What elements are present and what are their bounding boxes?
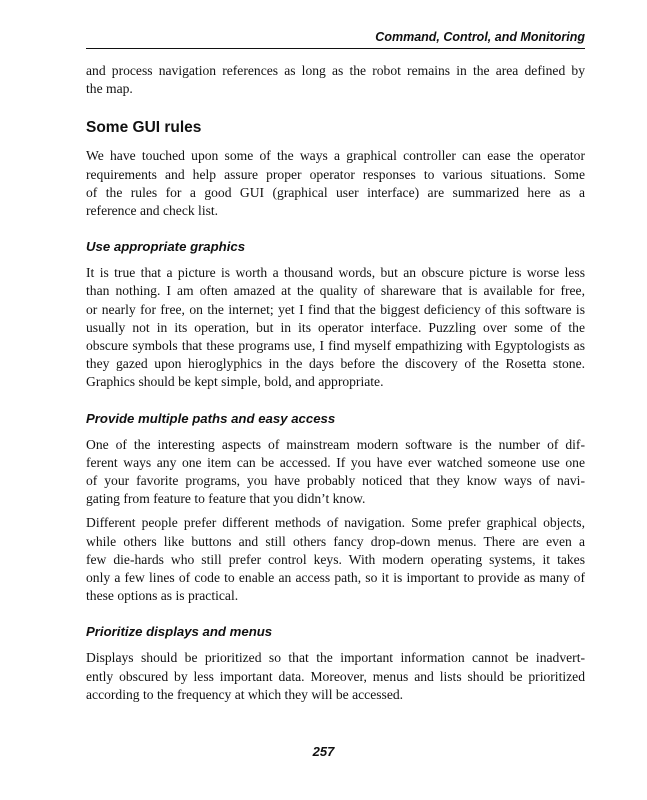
header-rule [86, 48, 585, 49]
text-line: or nearly for free, on the internet; yet I find that the biggest deficiency of this software is [86, 301, 585, 317]
text-line: ferent ways any one item can be accessed. If you have ever watched someone use one [86, 454, 585, 470]
paths-paragraph-1 [86, 436, 585, 509]
text-line: than nothing. I am often amazed at the quality of shareware that is available for free, [86, 283, 585, 299]
text-line: the map. [86, 81, 133, 97]
text-line: ently obscured by less important data. Moreover, menus and lists should be prioritized [86, 668, 585, 684]
text-line: It is true that a picture is worth a thousand words, but an obscure picture is worse less [86, 265, 585, 281]
text-line: only a few lines of code to enable an access path, so it is important to provide as many of [86, 570, 585, 586]
text-line: while others like buttons and still others fancy drop-down menus. There are even a [86, 533, 585, 549]
paths-paragraph-2 [86, 514, 585, 605]
text-line: of your favorite programs, you have probably noticed that they know ways of navi- [86, 473, 585, 489]
subsection-heading-graphics: Use appropriate graphics [86, 239, 246, 255]
text-line: these options as is practical. [86, 588, 239, 604]
text-line: reference and check list. [86, 203, 219, 219]
graphics-paragraph [86, 264, 585, 391]
subsection-heading-paths: Provide multiple paths and easy access [86, 410, 336, 426]
text-line: Graphics should be kept simple, bold, and appropriate. [86, 374, 384, 390]
text-line: One of the interesting aspects of mainstream modern software is the number of dif- [86, 436, 585, 452]
running-head: Command, Control, and Monitoring [375, 30, 585, 44]
text-line: few die-hards who still prefer control keys. With modern operating systems, it takes [86, 551, 585, 567]
text-line: Different people prefer different methods of navigation. Some prefer graphical objects, [86, 515, 585, 531]
intro-paragraph [86, 62, 585, 98]
text-line: and process navigation references as long as the robot remains in the area defined by [86, 63, 585, 78]
text-line: according to the frequency at which they will be accessed. [86, 686, 404, 702]
text-line: obscure symbols that these programs use, I find myself empathizing with Egyptologists as [86, 338, 585, 354]
text-line: requirements and help assure proper operator responses to various situations. Some [86, 166, 585, 182]
text-line: gating from feature to feature that you didn’t know. [86, 491, 366, 507]
prioritize-paragraph [86, 649, 585, 704]
page-body [86, 62, 585, 704]
text-line: We have touched upon some of the ways a graphical controller can ease the operator [86, 148, 585, 164]
text-line: Displays should be prioritized so that the important information cannot be inadvert- [86, 650, 585, 666]
page-number: 257 [312, 744, 335, 759]
text-line: usually not in its operation, but in its operator interface. Puzzling over some of the [86, 319, 585, 335]
section-paragraph [86, 147, 585, 220]
section-heading: Some GUI rules [86, 119, 202, 137]
text-line: of the rules for a good GUI (graphical user interface) are summarized here as a [86, 184, 585, 200]
subsection-heading-prioritize: Prioritize displays and menus [86, 624, 273, 640]
text-line: they gazed upon hieroglyphics in the days before the discovery of the Rosetta stone. [86, 356, 585, 372]
